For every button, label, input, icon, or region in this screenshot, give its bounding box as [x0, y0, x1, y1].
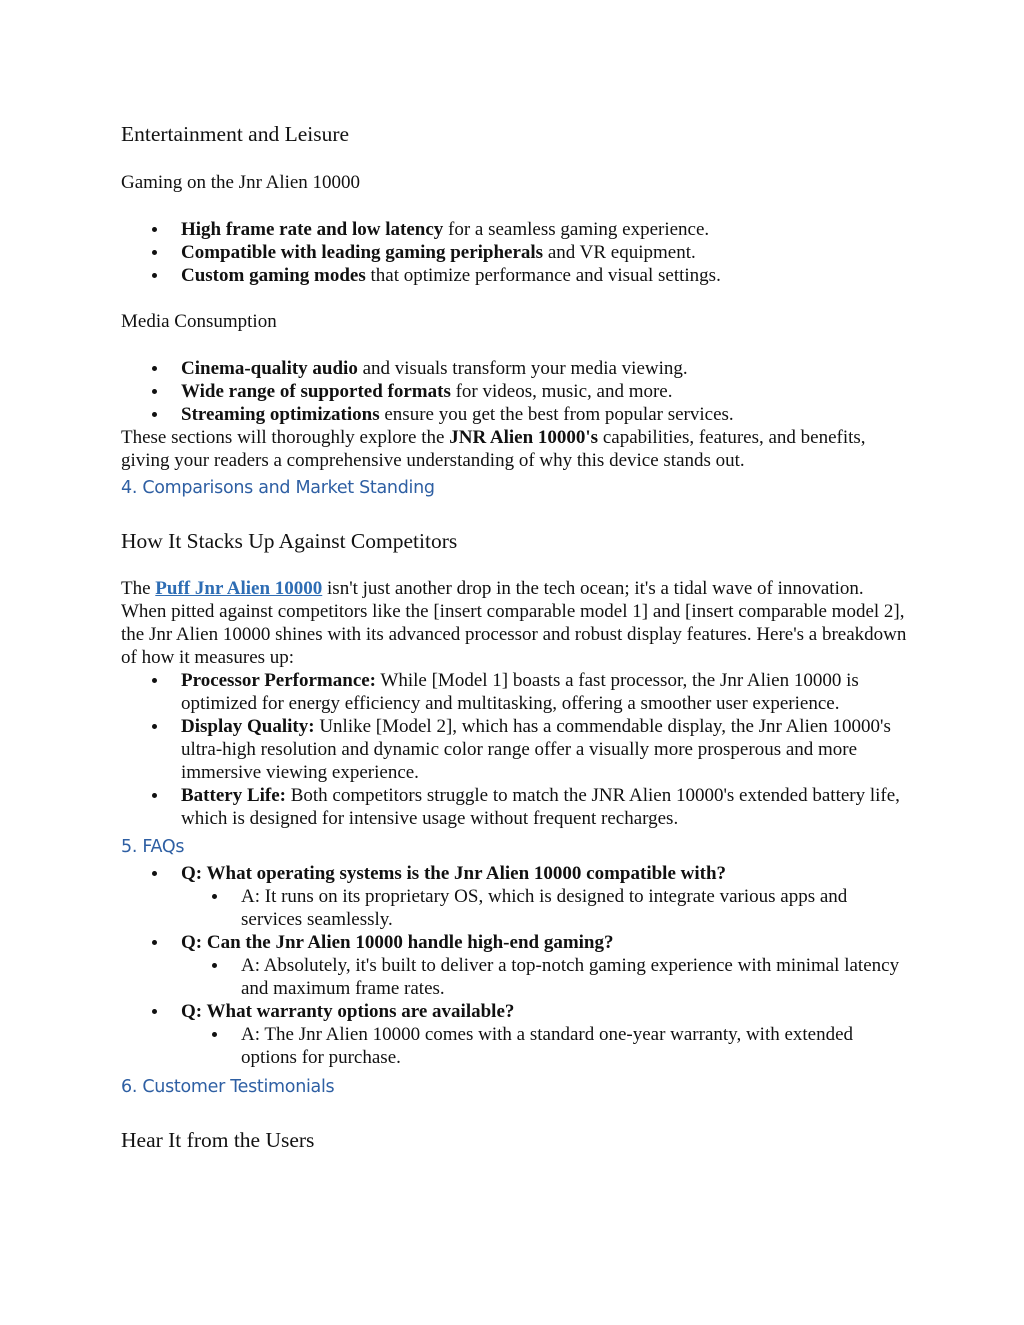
list-item	[121, 357, 911, 380]
item-bold: Processor Performance:	[181, 670, 377, 691]
product-link[interactable]: Puff Jnr Alien 10000	[155, 578, 323, 599]
question-text: Q: Can the Jnr Alien 10000 handle high-end gaming?	[181, 932, 614, 953]
summary-text: These sections will thoroughly explore the	[121, 427, 450, 448]
entertainment-heading: Entertainment and Leisure	[121, 122, 350, 146]
list-item	[121, 380, 911, 403]
item-text: for a seamless gaming experience.	[443, 219, 710, 240]
comparison-intro	[121, 577, 911, 669]
gaming-list	[121, 218, 911, 287]
faq-question	[121, 1000, 911, 1069]
item-text: Both competitors struggle to match the JNR Alien 10000's extended battery life, which is designed for intensive usage without frequent recharges.	[181, 785, 900, 829]
intro-text: isn't just another drop in the tech ocean; it's a tidal wave of innovation. When pitted against competitors like the [insert comparable model 1] and [insert comparable model 2], the Jnr Alien 10000 shines with its advanced processor and robust display features. Here's a breakdown of how it measures up:	[121, 578, 907, 668]
item-bold: Battery Life:	[181, 785, 286, 806]
summary-text: capabilities, features, and benefits, giving your readers a comprehensive understanding of why this device stands out.	[121, 427, 866, 471]
media-list	[121, 357, 911, 426]
item-bold: Cinema-quality audio	[181, 358, 358, 379]
faq-answer-list	[121, 885, 911, 931]
list-item	[121, 264, 911, 287]
item-bold: Custom gaming modes	[181, 265, 366, 286]
item-bold: Streaming optimizations	[181, 404, 380, 425]
faq-answer: A: It runs on its proprietary OS, which is designed to integrate various apps and services seamlessly.	[121, 885, 911, 931]
faq-answer: A: The Jnr Alien 10000 comes with a standard one-year warranty, with extended options for purchase.	[121, 1023, 911, 1069]
competitors-subheading: How It Stacks Up Against Competitors	[121, 529, 458, 553]
item-bold: Display Quality:	[181, 716, 315, 737]
item-text: and visuals transform your media viewing.	[357, 358, 688, 379]
faq-question	[121, 862, 911, 931]
media-subheading: Media Consumption	[121, 311, 277, 332]
faq-list	[121, 862, 911, 1069]
comparison-list	[121, 669, 911, 830]
item-text: for videos, music, and more.	[450, 381, 673, 402]
section-4-heading: 4. Comparisons and Market Standing	[121, 478, 435, 498]
faq-answer-list	[121, 954, 911, 1000]
item-text: that optimize performance and visual settings.	[365, 265, 721, 286]
list-item	[121, 218, 911, 241]
gaming-subheading: Gaming on the Jnr Alien 10000	[121, 172, 361, 193]
faq-answer: A: Absolutely, it's built to deliver a top-notch gaming experience with minimal latency and maximum frame rates.	[121, 954, 911, 1000]
intro-text: The	[121, 578, 156, 599]
list-item	[121, 784, 911, 830]
list-item	[121, 241, 911, 264]
item-bold: High frame rate and low latency	[181, 219, 444, 240]
list-item	[121, 403, 911, 426]
item-text: While [Model 1] boasts a fast processor, the Jnr Alien 10000 is optimized for energy efficiency and multitasking, offering a smoother user experience.	[181, 670, 859, 714]
faq-question	[121, 931, 911, 1000]
list-item	[121, 715, 911, 784]
summary-paragraph	[121, 426, 911, 472]
users-subheading: Hear It from the Users	[121, 1128, 315, 1152]
question-text: Q: What operating systems is the Jnr Alien 10000 compatible with?	[181, 863, 727, 884]
question-text: Q: What warranty options are available?	[181, 1001, 515, 1022]
item-bold: Compatible with leading gaming peripherals	[181, 242, 544, 263]
list-item	[121, 669, 911, 715]
section-5-heading: 5. FAQs	[121, 837, 185, 857]
item-bold: Wide range of supported formats	[181, 381, 451, 402]
section-6-heading: 6. Customer Testimonials	[121, 1077, 335, 1097]
item-text: ensure you get the best from popular services.	[379, 404, 734, 425]
item-text: and VR equipment.	[543, 242, 696, 263]
item-text: Unlike [Model 2], which has a commendable display, the Jnr Alien 10000's ultra-high resolution and dynamic color range offer a visually more prosperous and more immersive viewing experience.	[181, 716, 891, 783]
faq-answer-list	[121, 1023, 911, 1069]
summary-bold: JNR Alien 10000's	[449, 427, 599, 448]
